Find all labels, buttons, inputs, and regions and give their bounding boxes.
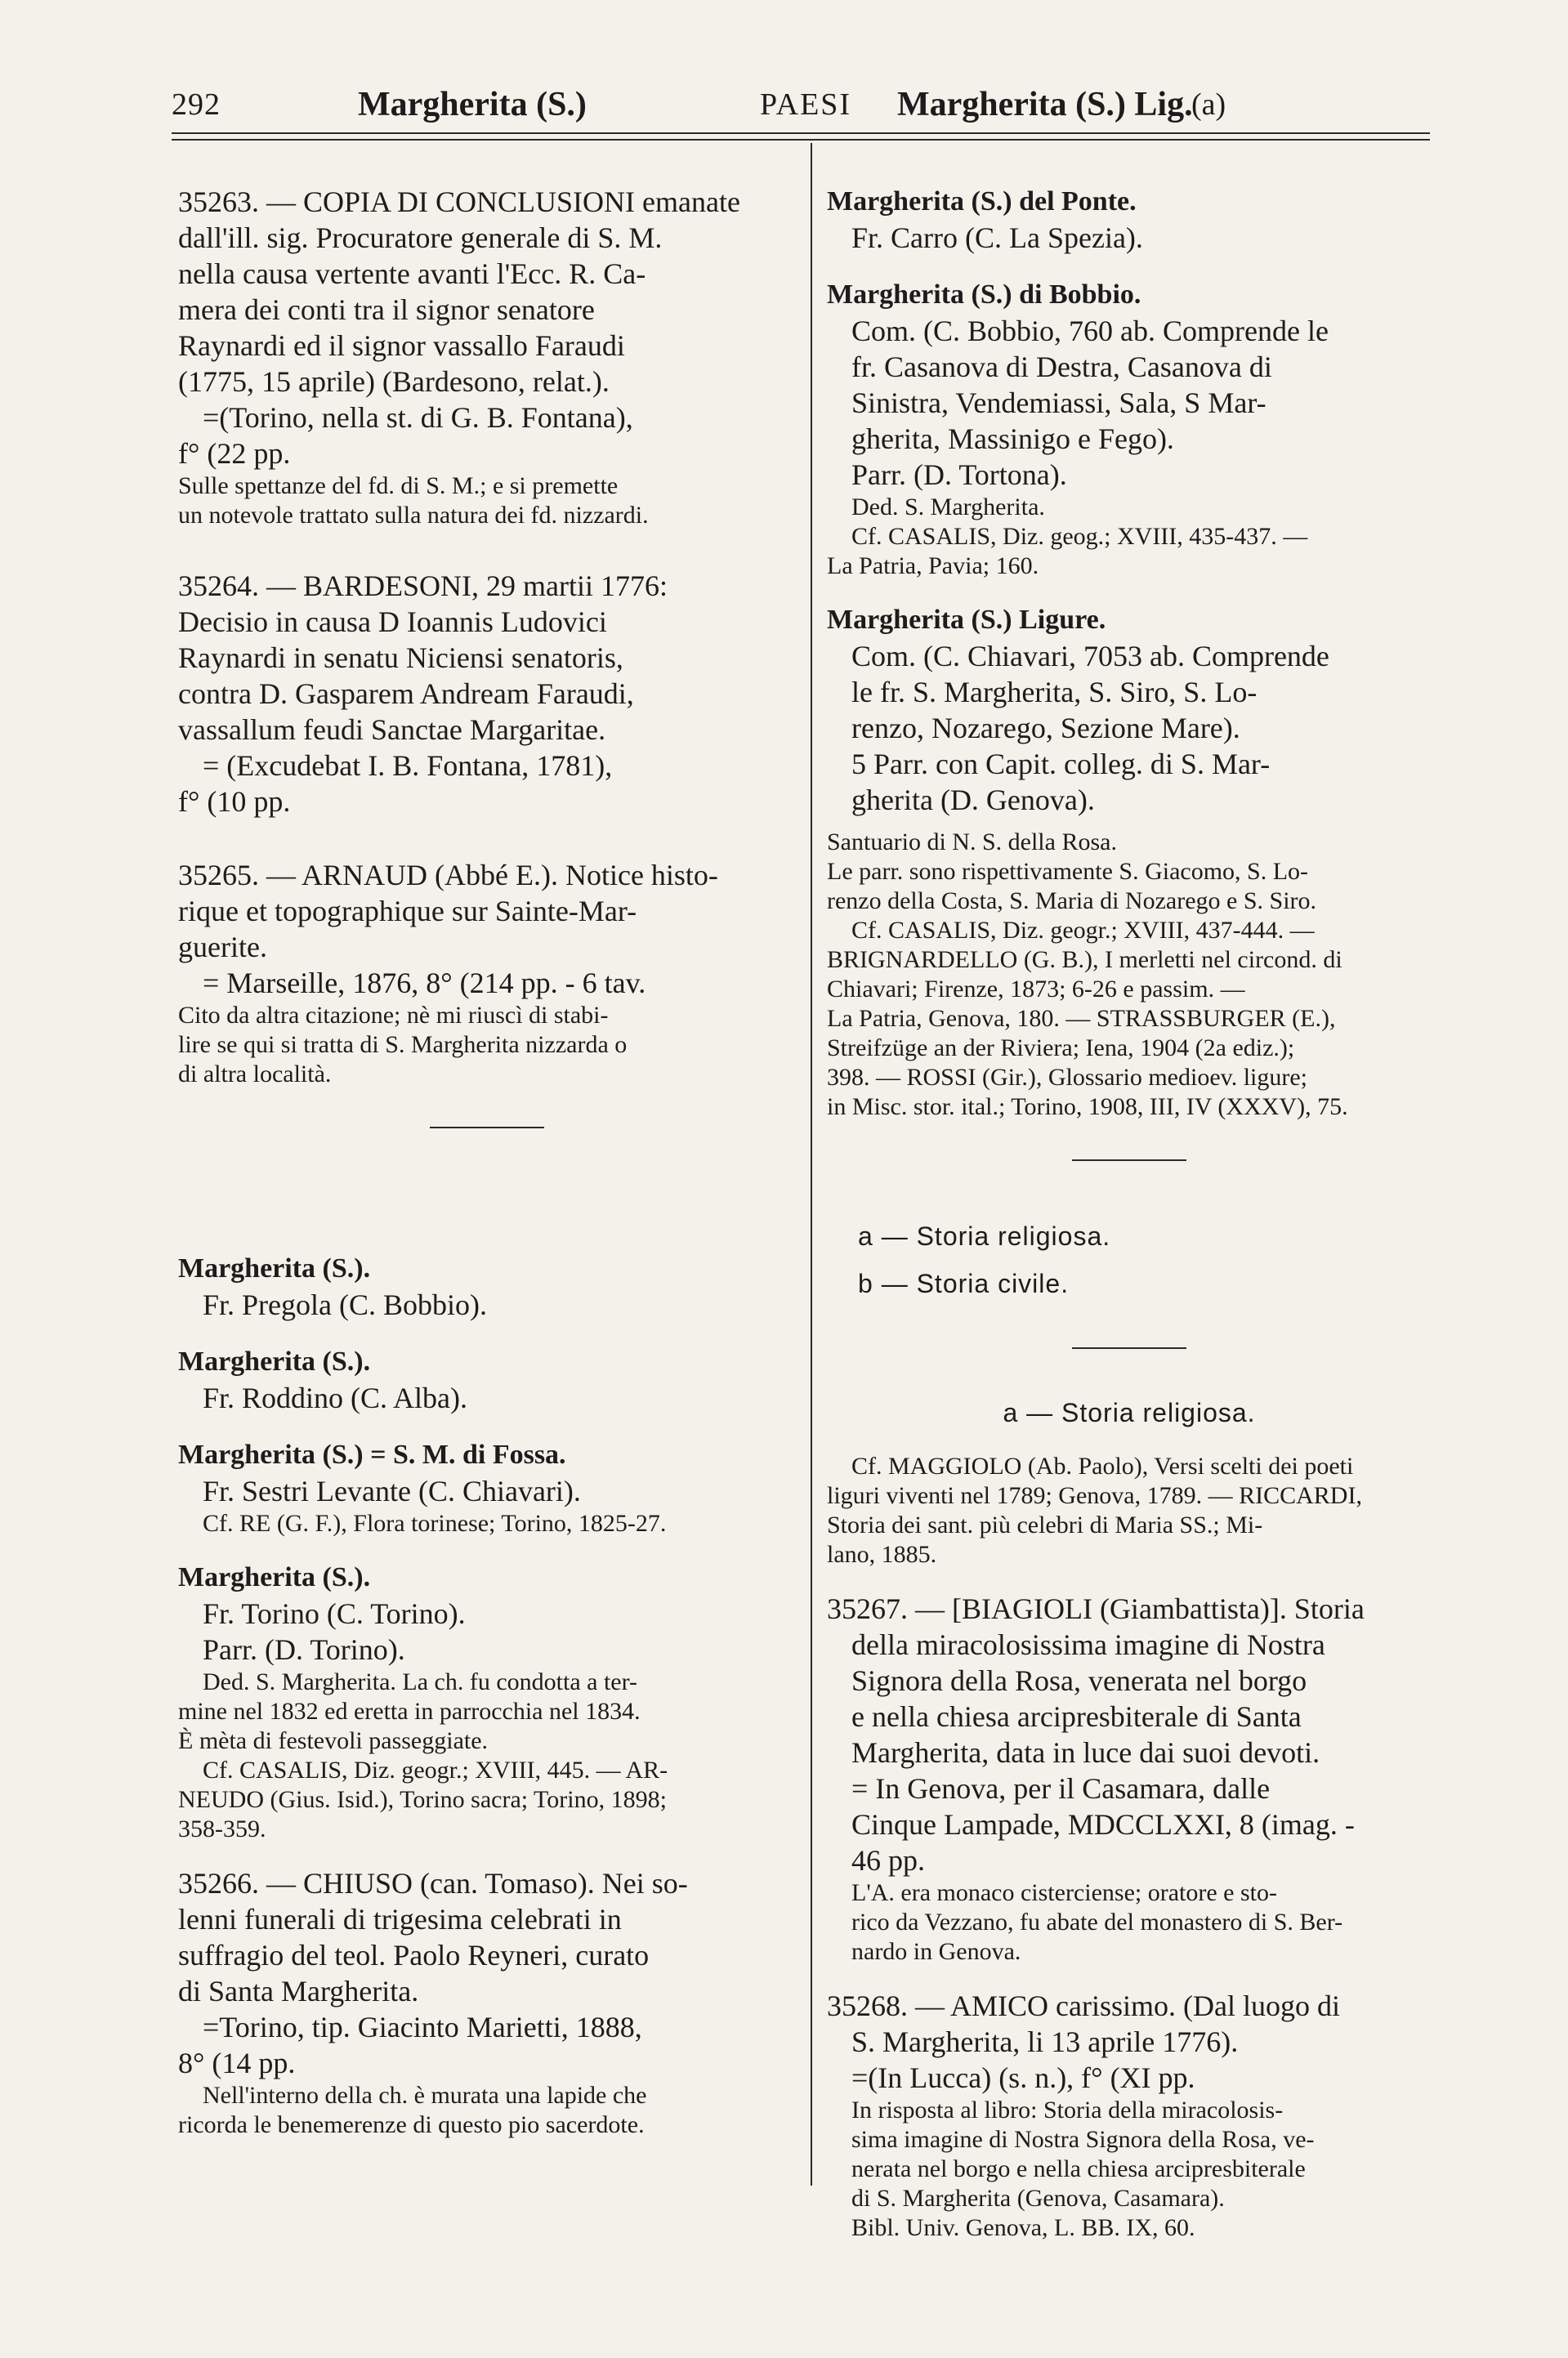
note-line: Cf. RE (G. F.), Flora torinese; Torino, 1825-27. — [203, 1510, 667, 1537]
note-line: Santuario di N. S. della Rosa. — [827, 828, 1117, 855]
entry-heading: Margherita (S.). — [178, 1253, 371, 1284]
cf-maggiolo — [827, 1452, 1432, 1570]
note-line: Storia dei sant. più celebri di Maria SS.; Mi- — [827, 1512, 1263, 1539]
entry-line: Decisio in causa D Ioannis Ludovici — [178, 605, 607, 638]
entry-line: Fr. Roddino (C. Alba). — [203, 1382, 468, 1414]
entry-line: renzo, Nozarego, Sezione Mare). — [851, 712, 1240, 744]
note-line: Le parr. sono rispettivamente S. Giacomo, S. Lo- — [827, 858, 1309, 885]
note-line: In risposta al libro: Storia della miracolosis- — [851, 2097, 1284, 2124]
note-line: La Patria, Pavia; 160. — [827, 552, 1039, 579]
entry-line: Signora della Rosa, venerata nel borgo — [851, 1664, 1307, 1697]
header-annex: (a) — [1191, 87, 1226, 122]
entry-35267 — [827, 1591, 1432, 1967]
note-line: renzo della Costa, S. Maria di Nozarego e S. Siro. — [827, 887, 1317, 914]
entry-line: lenni funerali di trigesima celebrati in — [178, 1903, 622, 1936]
entry-line: suffragio del teol. Paolo Reyneri, curato — [178, 1939, 650, 1972]
note-line: ricorda le benemerenze di questo pio sacerdote. — [178, 2111, 645, 2138]
entry-heading: Margherita (S.). — [178, 1562, 371, 1592]
imprint-line: f° (22 pp. — [178, 437, 291, 470]
entry-di-bobbio — [827, 277, 1432, 581]
note-line: Cf. MAGGIOLO (Ab. Paolo), Versi scelti dei poeti — [851, 1453, 1354, 1480]
note-line: nerata nel borgo e nella chiesa arcipresbiterale — [851, 2155, 1306, 2182]
entry-line: Fr. Carro (C. La Spezia). — [851, 221, 1143, 254]
note-line: 398. — ROSSI (Gir.), Glossario medioev. ligure; — [827, 1064, 1308, 1091]
left-column — [178, 184, 795, 2140]
entry-line: vassallum feudi Sanctae Margaritae. — [178, 713, 606, 746]
entry-line: gherita, Massinigo e Fego). — [851, 422, 1174, 455]
right-column — [827, 184, 1432, 2243]
entry-heading: Margherita (S.) di Bobbio. — [827, 279, 1141, 310]
note-line: lire se qui si tratta di S. Margherita nizzarda o — [178, 1031, 628, 1058]
entry-line: Fr. Sestri Levante (C. Chiavari). — [203, 1475, 581, 1507]
entry-ligure — [827, 602, 1432, 1122]
note-line: NEUDO (Gius. Isid.), Torino sacra; Torino, 1898; — [178, 1786, 667, 1813]
note-line: L'A. era monaco cisterciense; oratore e sto- — [851, 1879, 1278, 1906]
entry-line: Parr. (D. Torino). — [203, 1633, 405, 1666]
header-right-title: Margherita (S.) Lig. — [897, 86, 1193, 123]
note-line: Ded. S. Margherita. La ch. fu condotta a ter- — [203, 1668, 637, 1695]
entry-roddino — [178, 1344, 795, 1416]
entry-35264 — [178, 568, 795, 819]
header-left-title: Margherita (S.) — [358, 86, 587, 123]
note-line: Cito da altra citazione; nè mi riuscì di stabi- — [178, 1002, 609, 1029]
note-line: nardo in Genova. — [851, 1938, 1021, 1965]
section-index-item: b — Storia civile. — [858, 1269, 1070, 1298]
entry-pregola — [178, 1251, 795, 1323]
note-line: di altra località. — [178, 1061, 332, 1087]
entry-line: 5 Parr. con Capit. colleg. di S. Mar- — [851, 748, 1271, 780]
entry-line: 35265. — ARNAUD (Abbé E.). Notice histo- — [178, 859, 718, 891]
entry-line: Raynardi ed il signor vassallo Faraudi — [178, 329, 625, 362]
entry-heading: Margherita (S.) Ligure. — [827, 605, 1106, 635]
note-line: di S. Margherita (Genova, Casamara). — [851, 2185, 1225, 2212]
entry-line: 35266. — CHIUSO (can. Tomaso). Nei so- — [178, 1867, 688, 1900]
imprint-line: Cinque Lampade, MDCCLXXI, 8 (imag. - — [851, 1808, 1355, 1841]
entry-heading: Margherita (S.) del Ponte. — [827, 186, 1137, 217]
note-line: Chiavari; Firenze, 1873; 6-26 e passim. — — [827, 976, 1245, 1003]
entry-35266 — [178, 1865, 795, 2140]
note-line: rico da Vezzano, fu abate del monastero di S. Ber- — [851, 1909, 1343, 1936]
entry-line: Fr. Pregola (C. Bobbio). — [203, 1288, 487, 1321]
imprint-line: = (Excudebat I. B. Fontana, 1781), — [203, 749, 613, 782]
entry-line: fr. Casanova di Destra, Casanova di — [851, 351, 1272, 383]
imprint-line: = Marseille, 1876, 8° (214 pp. - 6 tav. — [203, 967, 646, 999]
entry-line: 35268. — AMICO carissimo. (Dal luogo di — [827, 1990, 1340, 2022]
entry-line: guerite. — [178, 931, 267, 963]
note-line: mine nel 1832 ed eretta in parrocchia nel 1834. — [178, 1698, 641, 1725]
entry-line: Com. (C. Bobbio, 760 ab. Comprende le — [851, 315, 1329, 347]
note-line: sima imagine di Nostra Signora della Rosa, ve- — [851, 2126, 1315, 2153]
note-line: Sulle spettanze del fd. di S. M.; e si premette — [178, 472, 619, 499]
note-line: Bibl. Univ. Genova, L. BB. IX, 60. — [851, 2214, 1195, 2241]
entry-fossa — [178, 1437, 795, 1539]
running-header — [172, 82, 1430, 139]
note-line: La Patria, Genova, 180. — STRASSBURGER (E.), — [827, 1005, 1336, 1032]
section-index-item: a — Storia religiosa. — [858, 1221, 1111, 1251]
note-line: È mèta di festevoli passeggiate. — [178, 1727, 489, 1754]
entry-line: 35267. — [BIAGIOLI (Giambattista)]. Storia — [827, 1592, 1365, 1625]
note-line: Streifzüge an der Riviera; Iena, 1904 (2a ediz.); — [827, 1034, 1295, 1061]
imprint-line: = In Genova, per il Casamara, dalle — [851, 1772, 1271, 1805]
entry-line: Margherita, data in luce dai suoi devoti. — [851, 1736, 1320, 1769]
imprint-line: =(Torino, nella st. di G. B. Fontana), — [203, 401, 633, 434]
imprint-line: =(In Lucca) (s. n.), f° (XI pp. — [851, 2061, 1195, 2094]
note-line: BRIGNARDELLO (G. B.), I merletti nel circond. di — [827, 946, 1342, 973]
imprint-line: 46 pp. — [851, 1844, 925, 1877]
entry-line: rique et topographique sur Sainte-Mar- — [178, 895, 637, 927]
section-title: a — Storia religiosa. — [1003, 1398, 1256, 1427]
page-number: 292 — [172, 87, 221, 122]
entry-line: Raynardi in senatu Niciensi senatoris, — [178, 641, 623, 674]
entry-line: mera dei conti tra il signor senatore — [178, 293, 595, 326]
entry-line: S. Margherita, li 13 aprile 1776). — [851, 2025, 1239, 2058]
note-line: Cf. CASALIS, Diz. geogr.; XVIII, 437-444. — — [851, 917, 1315, 944]
section-index — [827, 1218, 1432, 1302]
note-line: un notevole trattato sulla natura dei fd. nizzardi. — [178, 502, 649, 529]
entry-line: (1775, 15 aprile) (Bardesono, relat.). — [178, 365, 610, 398]
entry-35265 — [178, 857, 795, 1089]
entry-line: Sinistra, Vendemiassi, Sala, S Mar- — [851, 386, 1266, 419]
entry-line: della miracolosissima imagine di Nostra — [851, 1628, 1325, 1661]
entry-line: Com. (C. Chiavari, 7053 ab. Comprende — [851, 640, 1329, 672]
entry-line: dall'ill. sig. Procuratore generale di S. M. — [178, 221, 663, 254]
entry-line: e nella chiesa arcipresbiterale di Santa — [851, 1700, 1302, 1733]
entry-line: Parr. (D. Tortona). — [851, 458, 1067, 491]
entry-line: 35263. — COPIA DI CONCLUSIONI emanate — [178, 185, 740, 218]
entry-line: 35264. — BARDESONI, 29 martii 1776: — [178, 569, 668, 602]
imprint-line: =Torino, tip. Giacinto Marietti, 1888, — [203, 2011, 642, 2043]
header-rule-top — [172, 132, 1430, 134]
note-line: Ded. S. Margherita. — [851, 493, 1045, 520]
entry-del-ponte — [827, 184, 1432, 256]
note-line: in Misc. stor. ital.; Torino, 1908, III, IV (XXXV), 75. — [827, 1093, 1348, 1120]
note-line: Nell'interno della ch. è murata una lapide che — [203, 2082, 647, 2109]
entry-heading: Margherita (S.) = S. M. di Fossa. — [178, 1440, 566, 1470]
column-divider — [811, 143, 812, 2186]
entry-35263 — [178, 184, 795, 530]
entry-line: nella causa vertente avanti l'Ecc. R. Ca- — [178, 257, 646, 290]
header-center-title: PAESI — [760, 87, 852, 122]
note-line: liguri viventi nel 1789; Genova, 1789. — RICCARDI, — [827, 1482, 1362, 1509]
note-line: Cf. CASALIS, Diz. geog.; XVIII, 435-437. — — [851, 523, 1308, 550]
entry-35268 — [827, 1988, 1432, 2243]
entry-line: Fr. Torino (C. Torino). — [203, 1597, 466, 1630]
imprint-line: f° (10 pp. — [178, 785, 291, 818]
entry-heading: Margherita (S.). — [178, 1346, 371, 1377]
entry-line: contra D. Gasparem Andream Faraudi, — [178, 677, 634, 710]
header-rule-bottom — [172, 139, 1430, 141]
note-line: Cf. CASALIS, Diz. geogr.; XVIII, 445. — AR- — [203, 1757, 668, 1784]
note-line: lano, 1885. — [827, 1541, 937, 1568]
entry-line: gherita (D. Genova). — [851, 784, 1095, 816]
note-line: 358-359. — [178, 1815, 266, 1842]
imprint-line: 8° (14 pp. — [178, 2047, 296, 2079]
entry-torino — [178, 1560, 795, 1844]
entry-line: di Santa Margherita. — [178, 1975, 419, 2007]
entry-line: le fr. S. Margherita, S. Siro, S. Lo- — [851, 676, 1258, 708]
